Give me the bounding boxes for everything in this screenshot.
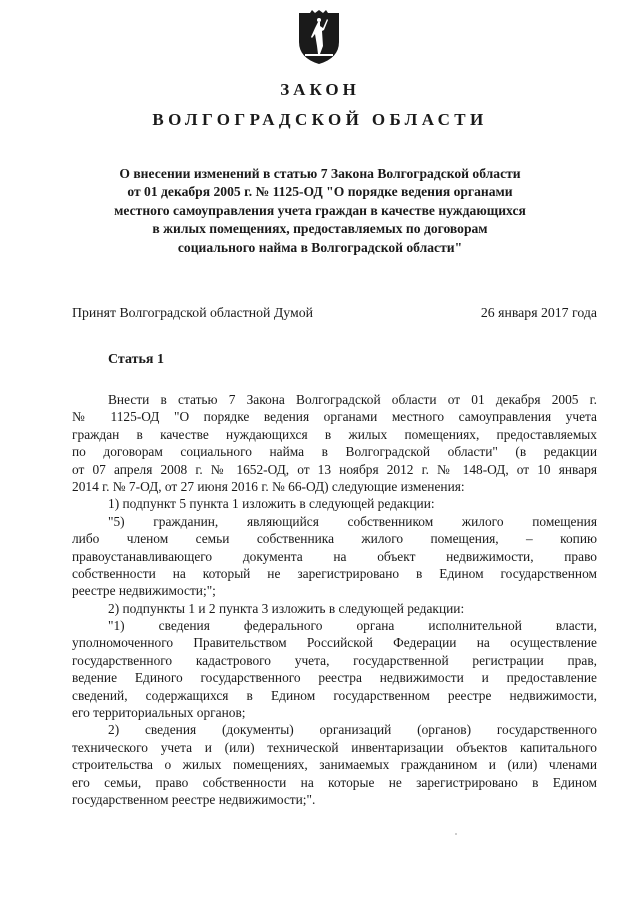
body-line: сведений, содержащихся в Едином государственном реестре недвижимости, — [72, 687, 597, 703]
law-subject — [60, 165, 580, 257]
body-line: граждан в качестве нуждающихся в жилых помещениях, предоставляемых — [72, 426, 597, 442]
body-line: 2) подпункты 1 и 2 пункта 3 изложить в следующей редакции: — [108, 600, 465, 616]
body-line: уполномоченного Правительством Российской Федерации на осуществление — [72, 635, 597, 651]
article-body — [72, 391, 597, 808]
body-line: государственного кадастрового учета, государственной регистрации прав, — [72, 652, 597, 668]
subject-line: от 01 декабря 2005 г. № 1125-ОД "О порядке ведения органами — [127, 184, 513, 200]
adopted-date: 26 января 2017 года — [480, 305, 597, 320]
body-line: Внести в статью 7 Закона Волгоградской области от 01 декабря 2005 г. — [108, 392, 597, 407]
subject-line: социального найма в Волгоградской области" — [177, 239, 463, 255]
subject-line: местного самоуправления учета граждан в качестве нуждающихся — [114, 202, 526, 218]
law-region: ВОЛГОГРАДСКОЙ ОБЛАСТИ — [152, 110, 488, 129]
body-line: 2) сведения (документы) организаций (органов) государственного — [108, 722, 597, 738]
body-line: собственности на который не зарегистрировано в Едином государственном — [72, 565, 597, 581]
body-line: 2014 г. № 7-ОД, от 27 июня 2016 г. № 66-ОД) следующие изменения: — [72, 478, 465, 494]
body-line: "5) гражданин, являющийся собственником жилого помещения — [108, 513, 597, 529]
volgograd-coat-of-arms-icon — [296, 10, 342, 66]
body-line: государственном реестре недвижимости;". — [72, 791, 316, 807]
body-line: № 1125-ОД "О порядке ведения органами местного самоуправления учета — [72, 409, 597, 425]
body-line: "1) сведения федерального органа исполнительной власти, — [108, 618, 597, 634]
body-line: от 07 апреля 2008 г. № 1652-ОД, от 13 ноября 2012 г. № 148-ОД, от 10 января — [72, 461, 597, 477]
adopted-by: Принят Волгоградской областной Думой — [72, 305, 314, 320]
subject-line: в жилых помещениях, предоставляемых по договорам — [152, 221, 488, 237]
body-line: 1) подпункт 5 пункта 1 изложить в следующей редакции: — [108, 496, 435, 512]
body-line: технического учета и (или) технической инвентаризации объектов капитального — [72, 739, 597, 755]
law-title: ЗАКОН — [280, 80, 360, 99]
body-line: ведение Единого государственного реестра недвижимости и предоставление — [72, 670, 597, 686]
body-line: его территориальных органов; — [72, 705, 246, 721]
body-line: строительства о жилых помещениях, занимаемых гражданином и (или) членами — [72, 757, 597, 773]
body-line: его семьи, право собственности на которые не зарегистрировано в Едином — [72, 774, 597, 790]
body-line: реестре недвижимости;"; — [72, 583, 216, 599]
scan-speck — [455, 833, 457, 835]
subject-line: О внесении изменений в статью 7 Закона Волгоградской области — [119, 166, 521, 181]
body-line: либо членом семьи собственника жилого помещения, – копию — [72, 531, 597, 547]
article-heading: Статья 1 — [108, 352, 164, 367]
body-line: по договорам социального найма в Волгоградской области" (в редакции — [72, 444, 597, 460]
body-line: правоустанавливающего документа на объект недвижимости, право — [72, 548, 597, 564]
